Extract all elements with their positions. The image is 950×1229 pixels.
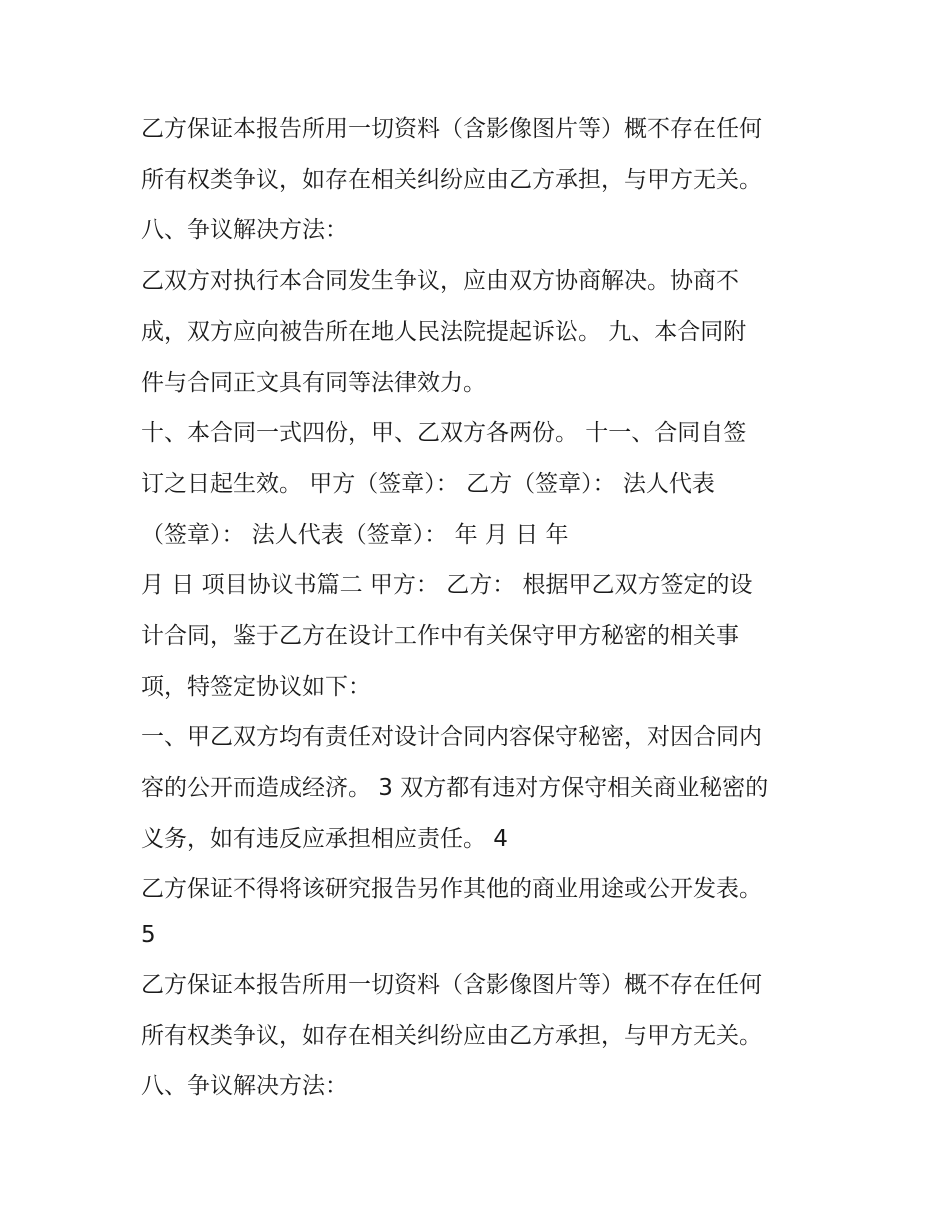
text-line: 乙双方对执行本合同发生争议，应由双方协商解决。协商不: [141, 268, 739, 294]
text-line: 计合同，鉴于乙方在设计工作中有关保守甲方秘密的相关事: [141, 623, 739, 649]
text-line: 项，特签定协议如下：: [141, 674, 371, 700]
text-line: 义务，如有违反应承担相应责任。 4: [141, 826, 508, 852]
text-line: 乙方保证不得将该研究报告另作其他的商业用途或公开发表。: [141, 876, 762, 902]
text-line: 所有权类争议，如存在相关纠纷应由乙方承担，与甲方无关。: [141, 1023, 762, 1049]
text-line: 乙方保证本报告所用一切资料（含影像图片等）概不存在任何: [141, 116, 762, 142]
text-line: 件与合同正文具有同等法律效力。: [141, 370, 486, 396]
text-line: 乙方保证本报告所用一切资料（含影像图片等）概不存在任何: [141, 972, 762, 998]
text-line: 一、甲乙双方均有责任对设计合同内容保守秘密，对因合同内: [141, 724, 762, 750]
text-line: （签章）： 法人代表（签章）： 年 月 日 年: [141, 522, 569, 548]
text-line: 八、争议解决方法：: [141, 217, 348, 243]
text-line: 容的公开而造成经济。 3 双方都有违对方保守相关商业秘密的: [141, 775, 769, 801]
text-line: 十、本合同一式四份，甲、乙双方各两份。 十一、合同自签: [141, 420, 747, 446]
text-line: 八、争议解决方法：: [141, 1073, 348, 1099]
text-line: 成，双方应向被告所在地人民法院提起诉讼。 九、本合同附: [141, 319, 747, 345]
text-line: 所有权类争议，如存在相关纠纷应由乙方承担，与甲方无关。: [141, 167, 762, 193]
text-line: 订之日起生效。 甲方（签章）： 乙方（签章）： 法人代表: [141, 471, 715, 497]
page-number-5: 5: [141, 922, 156, 948]
text-line: 月 日 项目协议书篇二 甲方： 乙方： 根据甲乙双方签定的设: [141, 572, 753, 598]
